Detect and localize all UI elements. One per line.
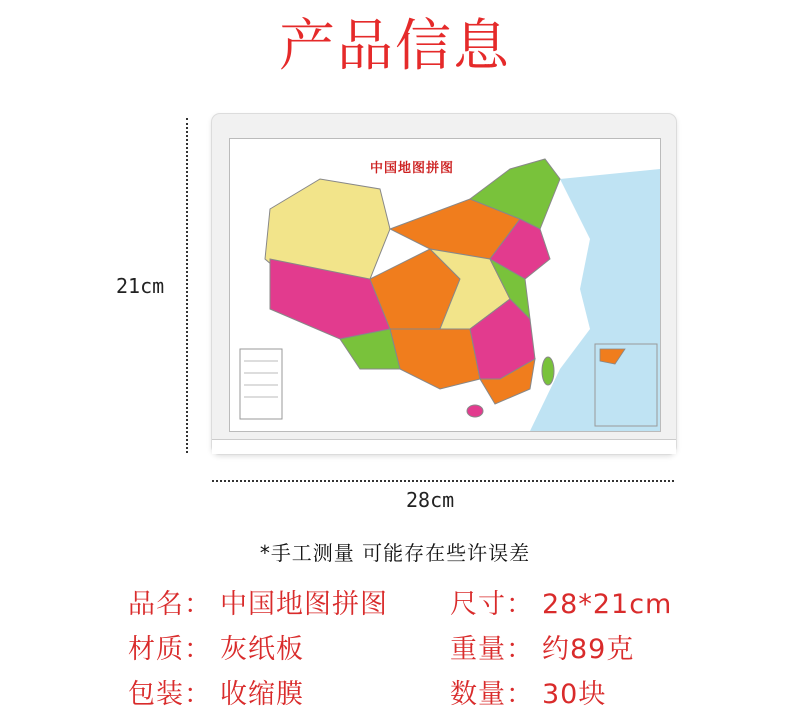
china-map-drawing (230, 139, 660, 431)
width-label: 28cm (406, 488, 455, 512)
packaging-value: 收缩膜 (220, 679, 304, 710)
puzzle-board-image (212, 114, 676, 454)
size-key: 尺寸： (450, 589, 534, 620)
map-board-title: 中国地图拼图 (370, 161, 455, 176)
height-dimension-line (186, 118, 188, 453)
weight-value: 约89克 (542, 634, 635, 665)
quantity-value: 30块 (542, 679, 607, 710)
packaging-key: 包装： (128, 679, 212, 710)
page-title: 产品信息 (279, 14, 511, 79)
map-illustration (229, 138, 661, 432)
width-dimension-line (212, 480, 674, 482)
name-value: 中国地图拼图 (220, 589, 388, 620)
measurement-note: *手工测量 可能存在些许误差 (259, 541, 531, 565)
weight-key: 重量： (450, 634, 534, 665)
board-footer-strip (212, 439, 676, 454)
material-key: 材质： (128, 634, 212, 665)
name-key: 品名： (128, 589, 212, 620)
quantity-key: 数量： (450, 679, 534, 710)
size-value: 28*21cm (542, 589, 673, 620)
material-value: 灰纸板 (220, 634, 304, 665)
height-label: 21cm (116, 274, 165, 298)
